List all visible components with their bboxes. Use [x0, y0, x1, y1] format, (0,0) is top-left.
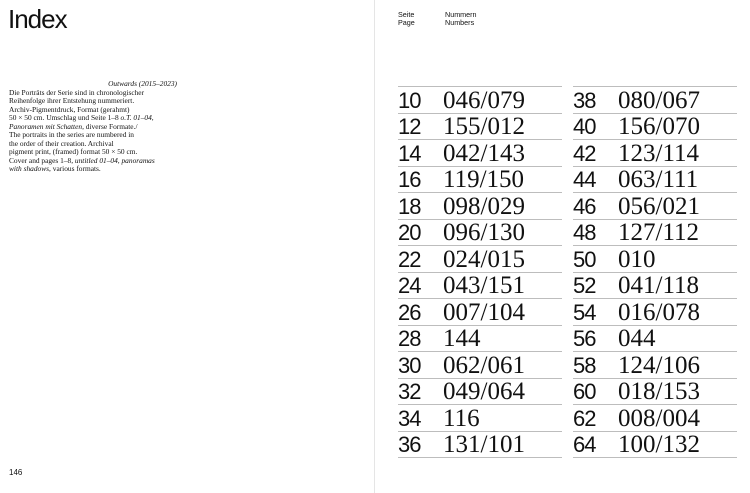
- right-page: [375, 0, 750, 493]
- index-row: [398, 351, 562, 378]
- index-row: [398, 325, 562, 352]
- index-page-number: 56: [573, 326, 596, 351]
- index-row: [398, 431, 562, 459]
- index-portrait-numbers: 080/067: [618, 86, 700, 114]
- index-page-number: 38: [573, 87, 596, 113]
- index-row: [573, 325, 737, 352]
- index-page-number: 42: [573, 140, 596, 166]
- index-row: [573, 166, 737, 193]
- index-page-number: 12: [398, 114, 421, 139]
- index-row: [573, 431, 737, 459]
- index-portrait-numbers: 155/012: [443, 113, 525, 140]
- index-row: [573, 378, 737, 405]
- index-portrait-numbers: 007/104: [443, 298, 525, 326]
- index-row: [398, 166, 562, 193]
- index-page-number: 10: [398, 87, 421, 113]
- index-page-number: 58: [573, 352, 596, 378]
- index-page-number: 18: [398, 193, 421, 219]
- caption-segment: Die Porträts der Serie sind in chronologischer: [9, 87, 145, 97]
- index-row: [398, 113, 562, 140]
- index-row: [398, 86, 562, 113]
- index-row: [398, 139, 562, 166]
- index-page-number: 28: [398, 326, 421, 351]
- caption-segment: Cover and pages 1–8,: [9, 155, 75, 165]
- index-page-number: 50: [573, 246, 596, 272]
- index-portrait-numbers: 008/004: [618, 404, 700, 432]
- index-portrait-numbers: 119/150: [443, 166, 525, 193]
- index-row: [573, 139, 737, 166]
- index-portrait-numbers: 123/114: [618, 139, 700, 167]
- index-portrait-numbers: 063/111: [618, 166, 699, 193]
- caption-segment: pigment print, (framed) format 50 × 50 cm.: [9, 147, 138, 157]
- index-portrait-numbers: 062/061: [443, 351, 525, 379]
- index-page-number: 54: [573, 299, 596, 325]
- caption-segment: with shadows: [9, 164, 50, 174]
- index-portrait-numbers: 098/029: [443, 192, 525, 220]
- index-portrait-numbers: 043/151: [443, 272, 525, 299]
- index-column-left: [398, 86, 562, 458]
- index-portrait-numbers: 041/118: [618, 272, 700, 299]
- header-numbers: Numbers: [445, 18, 475, 28]
- index-row: [398, 219, 562, 246]
- index-portrait-numbers: 131/101: [443, 431, 525, 458]
- index-portrait-numbers: 024/015: [443, 245, 525, 273]
- index-page-number: 14: [398, 140, 421, 166]
- index-page-number: 16: [398, 167, 421, 192]
- index-portrait-numbers: 116: [443, 404, 480, 432]
- index-page-number: 32: [398, 379, 421, 404]
- index-portrait-numbers: 056/021: [618, 192, 700, 220]
- index-row: [398, 245, 562, 272]
- caption-line: [9, 165, 177, 174]
- left-page: [0, 0, 374, 493]
- index-row: [573, 245, 737, 272]
- caption-text: [9, 89, 177, 174]
- index-page-number: 60: [573, 379, 596, 404]
- caption-segment: Archiv-Pigmentdruck, Format (gerahmt): [9, 104, 130, 114]
- index-portrait-numbers: 018/153: [618, 378, 700, 405]
- caption-heading: Outwards (2015–2023): [108, 79, 177, 88]
- index-page-number: 36: [398, 432, 421, 457]
- header-nummern: Nummern: [445, 10, 477, 19]
- index-portrait-numbers: 049/064: [443, 378, 525, 405]
- caption-block: [9, 80, 177, 174]
- caption-segment: untitled 01–04, panoramas: [74, 155, 155, 165]
- index-page-number: 44: [573, 167, 596, 192]
- index-row: [398, 298, 562, 325]
- caption-segment: , various formats.: [49, 164, 101, 174]
- index-page-number: 22: [398, 246, 421, 272]
- index-portrait-numbers: 010: [618, 245, 656, 273]
- column-header-numbers: [445, 11, 477, 28]
- caption-segment: the order of their creation. Archival: [9, 138, 114, 148]
- caption-segment: The portraits in the series are numbered in: [9, 130, 134, 140]
- index-row: [573, 219, 737, 246]
- index-page-number: 20: [398, 220, 421, 245]
- index-row: [573, 404, 737, 431]
- index-row: [398, 378, 562, 405]
- header-seite: Seite: [398, 10, 415, 19]
- caption-segment: 50 × 50 cm. Umschlag und Seite 1–8: [9, 113, 121, 123]
- caption-segment: Reihenfolge ihrer Entstehung nummeriert.: [9, 96, 135, 106]
- index-portrait-numbers: 124/106: [618, 351, 700, 379]
- index-page-number: 26: [398, 299, 421, 325]
- index-portrait-numbers: 100/132: [618, 431, 700, 458]
- index-page-number: 40: [573, 114, 596, 139]
- caption-segment: , diverse Formate./: [82, 121, 138, 131]
- index-page-number: 30: [398, 352, 421, 378]
- index-row: [398, 272, 562, 299]
- caption-segment: Panoramen mit Schatten: [9, 121, 83, 131]
- index-column-right: [573, 86, 737, 458]
- index-portrait-numbers: 096/130: [443, 219, 525, 246]
- index-page-number: 52: [573, 273, 596, 298]
- index-row: [398, 192, 562, 219]
- index-page-number: 64: [573, 432, 596, 457]
- index-page-number: 34: [398, 405, 421, 431]
- index-page-number: 62: [573, 405, 596, 431]
- index-portrait-numbers: 144: [443, 325, 481, 352]
- index-row: [573, 272, 737, 299]
- index-portrait-numbers: 046/079: [443, 86, 525, 114]
- index-page-number: 48: [573, 220, 596, 245]
- index-portrait-numbers: 156/070: [618, 113, 700, 140]
- page-title: Index: [8, 4, 67, 34]
- index-page-number: 46: [573, 193, 596, 219]
- header-page: Page: [398, 18, 415, 28]
- index-portrait-numbers: 042/143: [443, 139, 525, 167]
- index-row: [573, 113, 737, 140]
- index-row: [573, 351, 737, 378]
- index-page-number: 24: [398, 273, 421, 298]
- column-header-page: [398, 11, 415, 28]
- caption-segment: o.T. 01–04,: [120, 113, 154, 123]
- index-row: [573, 192, 737, 219]
- index-row: [573, 298, 737, 325]
- index-portrait-numbers: 127/112: [618, 219, 700, 246]
- index-portrait-numbers: 044: [618, 325, 656, 352]
- index-portrait-numbers: 016/078: [618, 298, 700, 326]
- index-row: [398, 404, 562, 431]
- page-number: 146: [9, 468, 23, 477]
- index-row: [573, 86, 737, 113]
